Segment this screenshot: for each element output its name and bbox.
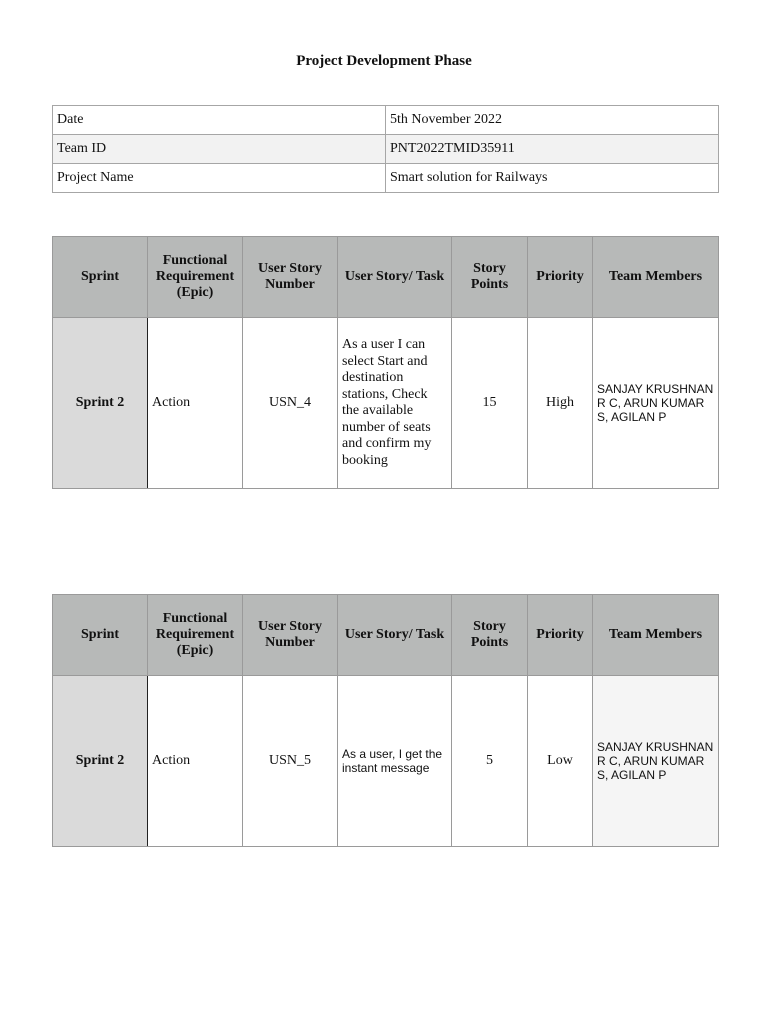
cell-sprint: Sprint 2 (53, 676, 148, 847)
header-priority: Priority (528, 237, 593, 318)
info-label: Project Name (53, 164, 386, 193)
table-header-row (53, 237, 719, 318)
info-label: Team ID (53, 135, 386, 164)
cell-story-points: 15 (452, 318, 528, 489)
cell-team-members: SANJAY KRUSHNAN R C, ARUN KUMAR S, AGILAN P (593, 676, 719, 847)
table-row (53, 318, 719, 489)
cell-priority: Low (528, 676, 593, 847)
cell-functional-requirement: Action (148, 676, 243, 847)
cell-user-story-task: As a user, I get the instant message (338, 676, 452, 847)
header-priority: Priority (528, 595, 593, 676)
cell-user-story-number: USN_4 (243, 318, 338, 489)
info-label: Date (53, 106, 386, 135)
header-team-members: Team Members (593, 595, 719, 676)
cell-team-members: SANJAY KRUSHNAN R C, ARUN KUMAR S, AGILAN P (593, 318, 719, 489)
header-user-story-task: User Story/ Task (338, 595, 452, 676)
header-functional-requirement: Functional Requirement (Epic) (148, 595, 243, 676)
header-story-points: Story Points (452, 595, 528, 676)
table-header-row (53, 595, 719, 676)
header-user-story-task: User Story/ Task (338, 237, 452, 318)
header-team-members: Team Members (593, 237, 719, 318)
header-sprint: Sprint (53, 237, 148, 318)
sprint-backlog-table-2 (52, 594, 719, 847)
cell-user-story-number: USN_5 (243, 676, 338, 847)
sprint-backlog-table-1 (52, 236, 719, 489)
cell-user-story-task: As a user I can select Start and destination stations, Check the available number of seats and confirm my booking (338, 318, 452, 489)
cell-functional-requirement: Action (148, 318, 243, 489)
info-row-project-name (53, 164, 719, 193)
header-user-story-number: User Story Number (243, 595, 338, 676)
info-value: PNT2022TMID35911 (386, 135, 719, 164)
info-value: Smart solution for Railways (386, 164, 719, 193)
page-title: Project Development Phase (296, 53, 472, 69)
info-row-date (53, 106, 719, 135)
info-row-team-id (53, 135, 719, 164)
project-info-table (52, 105, 719, 193)
header-functional-requirement: Functional Requirement (Epic) (148, 237, 243, 318)
cell-story-points: 5 (452, 676, 528, 847)
header-sprint: Sprint (53, 595, 148, 676)
cell-sprint: Sprint 2 (53, 318, 148, 489)
table-row (53, 676, 719, 847)
cell-priority: High (528, 318, 593, 489)
header-user-story-number: User Story Number (243, 237, 338, 318)
info-value: 5th November 2022 (386, 106, 719, 135)
header-story-points: Story Points (452, 237, 528, 318)
